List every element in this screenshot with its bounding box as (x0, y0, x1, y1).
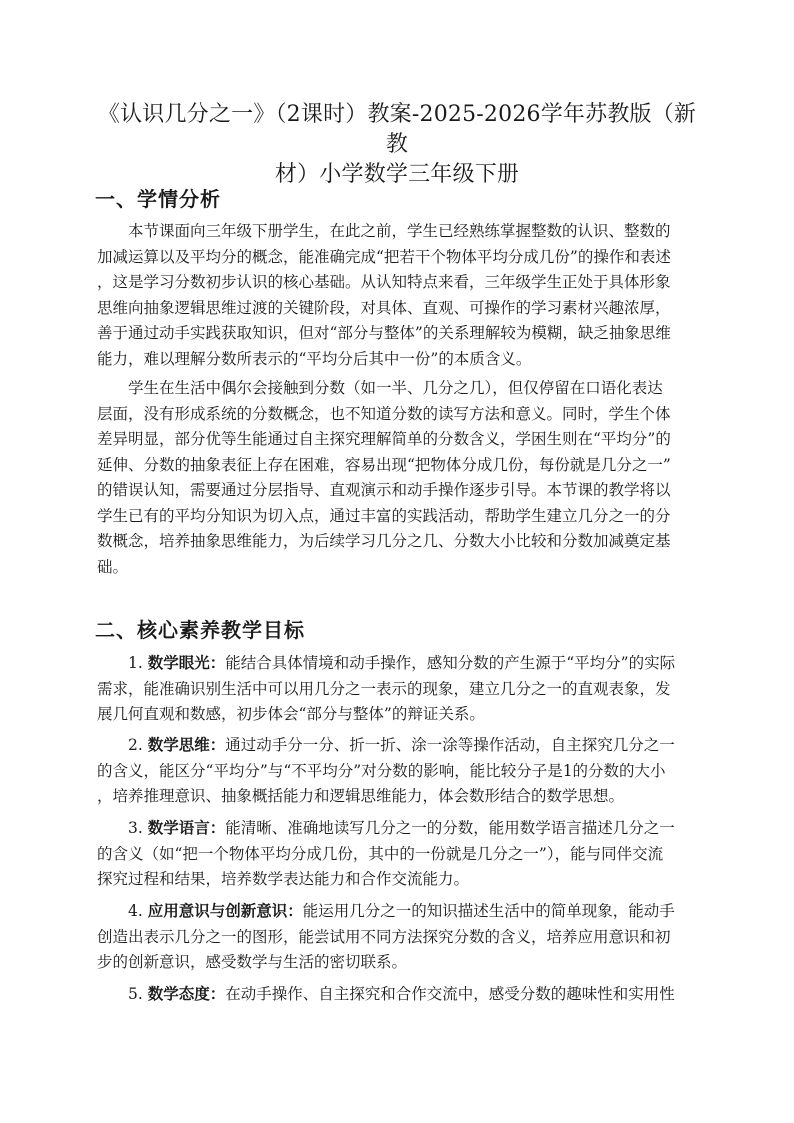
text-line (97, 899, 697, 925)
section-heading-2: 二、核心素养教学目标 (95, 618, 305, 642)
text-line: 数概念，培养抽象思维能力，为后续学习几分之几、分数大小比较和分数加减奠定基 (97, 532, 671, 550)
objective-item (97, 982, 697, 1008)
item-text: 能结合具体情境和动手操作，感知分数的产生源于“平均分”的实际 (225, 654, 676, 672)
item-label: 数学思维： (147, 736, 226, 754)
item-text: 能清晰、准确地读写几分之一的分数，能用数学语言描述几分之一 (225, 819, 675, 837)
text-line (97, 651, 697, 677)
text-line: ，这是学习分数初步认识的核心基础。从认知特点来看，三年级学生正处于具体形象 (97, 273, 671, 291)
objective-item (97, 899, 697, 976)
item-label: 数学眼光： (147, 654, 226, 672)
section-heading-1: 一、学情分析 (95, 187, 221, 211)
text-line: 的含义（如“把一个物体平均分成几份，其中的一份就是几分之一”），能与同伴交流 (97, 844, 664, 863)
item-number: 5. (128, 985, 143, 1003)
paragraph (97, 376, 697, 580)
text-line: 善于通过动手实践获取知识，但对“部分与整体”的关系理解较为模糊，缺乏抽象思维 (97, 324, 671, 342)
item-number: 3. (128, 819, 143, 837)
text-line: 创造出表示几分之一的图形，能尝试用不同方法探究分数的含义，培养应用意识和初 (97, 927, 671, 946)
item-text: 通过动手分一分、折一折、涂一涂等操作活动，自主探究几分之一 (225, 736, 675, 754)
item-text: 能运用几分之一的知识描述生活中的简单现象，能动手 (302, 902, 675, 920)
text-line: 需求，能准确识别生活中可以用几分之一表示的现象，建立几分之一的直观表象，发 (97, 679, 671, 698)
title-line: 《认识几分之一》（2课时）教案-2025-2026学年苏教版（新教 (97, 102, 697, 157)
text-line (97, 982, 697, 1008)
item-label: 应用意识与创新意识： (147, 902, 303, 920)
text-line: 思维向抽象逻辑思维过渡的关键阶段，对具体、直观、可操作的学习素材兴趣浓厚， (97, 298, 671, 317)
objective-item (97, 816, 697, 893)
title-line: 材）小学数学三年级下册 (274, 162, 520, 187)
item-label: 数学态度： (147, 985, 226, 1003)
item-text: 在动手操作、自主探究和合作交流中，感受分数的趣味性和实用性 (225, 985, 675, 1003)
text-line: 延伸、分数的抽象表征上存在困难，容易出现“把物体分成几份，每份就是几分之一” (97, 455, 671, 474)
text-line: 探究过程和结果，培养数学表达能力和合作交流能力。 (97, 870, 470, 888)
text-line: 能力，难以理解分数所表示的“平均分后其中一份”的本质含义。 (97, 349, 532, 368)
item-number: 2. (128, 736, 143, 754)
text-line (97, 733, 697, 759)
text-line: 加减运算以及平均分的概念，能准确完成“把若干个物体平均分成几份”的操作和表述 (97, 247, 671, 266)
item-label: 数学语言： (147, 819, 226, 837)
text-line: 学生已有的平均分知识为切入点，通过丰富的实践活动，帮助学生建立几分之一的分 (97, 506, 671, 525)
document-title (90, 100, 704, 190)
text-line: 层面，没有形成系统的分数概念，也不知道分数的读写方法和意义。同时，学生个体 (97, 404, 671, 423)
text-line: 的错误认知，需要通过分层指导、直观演示和动手操作逐步引导。本节课的教学将以 (97, 481, 671, 499)
item-number: 1. (128, 654, 143, 672)
text-line: 本节课面向三年级下册学生，在此之前，学生已经熟练掌握整数的认识、整数的 (128, 222, 671, 240)
objective-item (97, 651, 697, 728)
text-line: 础。 (97, 557, 129, 576)
text-line: ，培养推理意识、抽象概括能力和逻辑思维能力，体会数形结合的数学思想。 (97, 787, 625, 805)
objective-item (97, 733, 697, 810)
text-line: 展几何直观和数感，初步体会“部分与整体”的辩证关系。 (97, 705, 485, 723)
text-line: 差异明显，部分优等生能通过自主探究理解简单的分数含义，学困生则在“平均分”的 (97, 430, 671, 448)
text-line (97, 816, 697, 842)
item-number: 4. (128, 902, 143, 920)
paragraph (97, 219, 697, 372)
text-line: 学生在生活中偶尔会接触到分数（如一半、几分之几），但仅停留在口语化表达 (128, 379, 663, 397)
text-line: 的含义，能区分“平均分”与“不平均分”对分数的影响，能比较分子是1的分数的大小 (97, 761, 666, 780)
text-line: 步的创新意识，感受数学与生活的密切联系。 (97, 953, 408, 971)
